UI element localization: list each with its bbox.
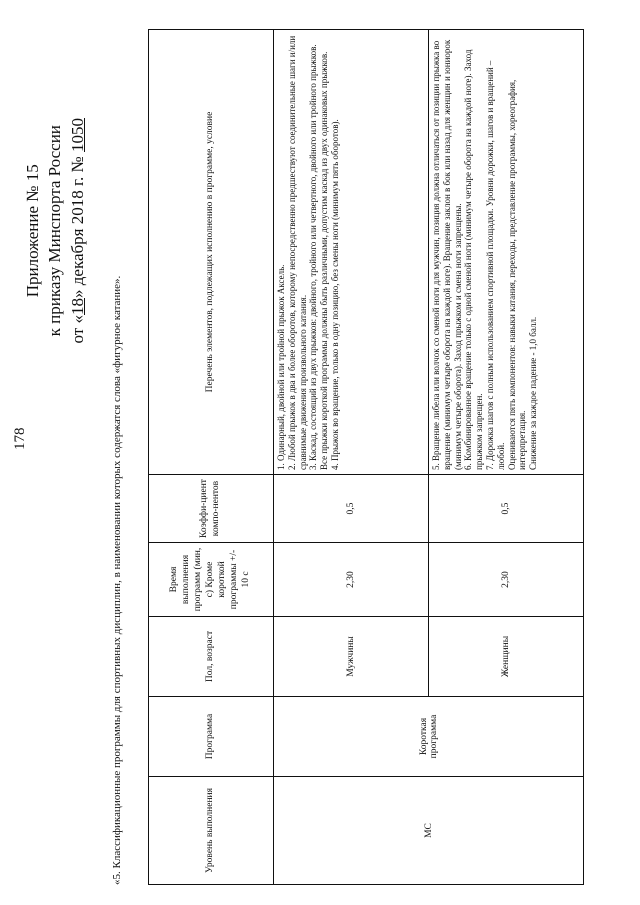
cell-coef: 0,5 [274,475,429,543]
cell-elements [274,30,429,475]
appendix-order: к приказу Минспорта России [45,125,65,337]
cell-gender: Мужчины [274,617,429,697]
header-coef: Коэффи-циент компо-нентов [149,475,274,543]
header-level: Уровень выполнения [149,777,274,885]
header-gender: Пол, возраст [149,617,274,697]
cell-time: 2,30 [429,543,584,617]
element-item: 5. Вращение либела или волчок со сменой ноги для мужчин, позиция должна отличаться от позиции прыжка во вращение (минимум четыре оборота на каждой ноге). Вращение заклон в бок или назад для женщин и юниорок (минимум четыре оборота). Заход прыжком и смена ноги запрещены. [431,39,463,470]
cell-coef: 0,5 [429,475,584,543]
date-prefix: от « [67,315,87,344]
cell-level: МС [274,777,584,885]
element-item: 2. Любой прыжок в два и более оборотов, которому непосредственно предшествуют соединительные шаги и/или сравнимые движения произвольного катания. [286,35,308,470]
classification-table [148,29,584,885]
appendix-title: Приложение № 15 [23,164,42,298]
header-elements: Перечень элементов, подлежащих исполнению в программе, условие [149,30,274,475]
page-number: 178 [12,427,28,450]
date-day: 18 [67,298,87,315]
date-mid: » декабря 2018 г. № [67,156,87,298]
cell-gender: Женщины [429,617,584,697]
element-item: 6. Комбинированное вращение только с одной сменой ноги (минимум четыре оборота на каждой ноге). Заход прыжком запрещен. [463,49,485,470]
header-program: Программа [149,697,274,777]
header-time: Время выполнения программ (мин, с) Кроме короткой программы +/- 10 с [149,543,274,617]
element-item: 7. Дорожка шагов с полным использованием спортивной площадки. Уровни дорожки, шагов и вращений – любой. [484,60,506,470]
appendix-header [22,118,89,343]
table-header-row [149,30,274,885]
element-item: 1. Одинарный, двойной или тройной прыжок Аксель. [276,264,286,470]
intro-text: «5. Классификационные программы для спортивных дисциплин, в наименовании которых содержатся слова «фигурное катание». [111,275,123,885]
cell-elements [429,30,584,475]
element-item: 4. Прыжок во вращение, только в одну позицию, без смены ноги (минимум пять оборотов). [329,119,340,470]
cell-time: 2,30 [274,543,429,617]
element-item: 3. Каскад, состоящий из двух прыжков: двойного, тройного или четвертного, двойного или тройного прыжков. Все прыжки короткой программы должны быть различными, допустим каскад из двух одинаковых прыжков. [308,44,330,470]
cell-program: Короткая программа [274,697,584,777]
date-number: 1050 [67,118,87,152]
element-item: Снижение за каждое падение - 1,0 балл. [528,316,539,470]
table-row [274,30,429,885]
appendix-date [67,118,89,343]
element-item: Оцениваются пять компонентов: навыки катания, переходы, представление программы, хореография, интерпретация. [506,79,528,470]
